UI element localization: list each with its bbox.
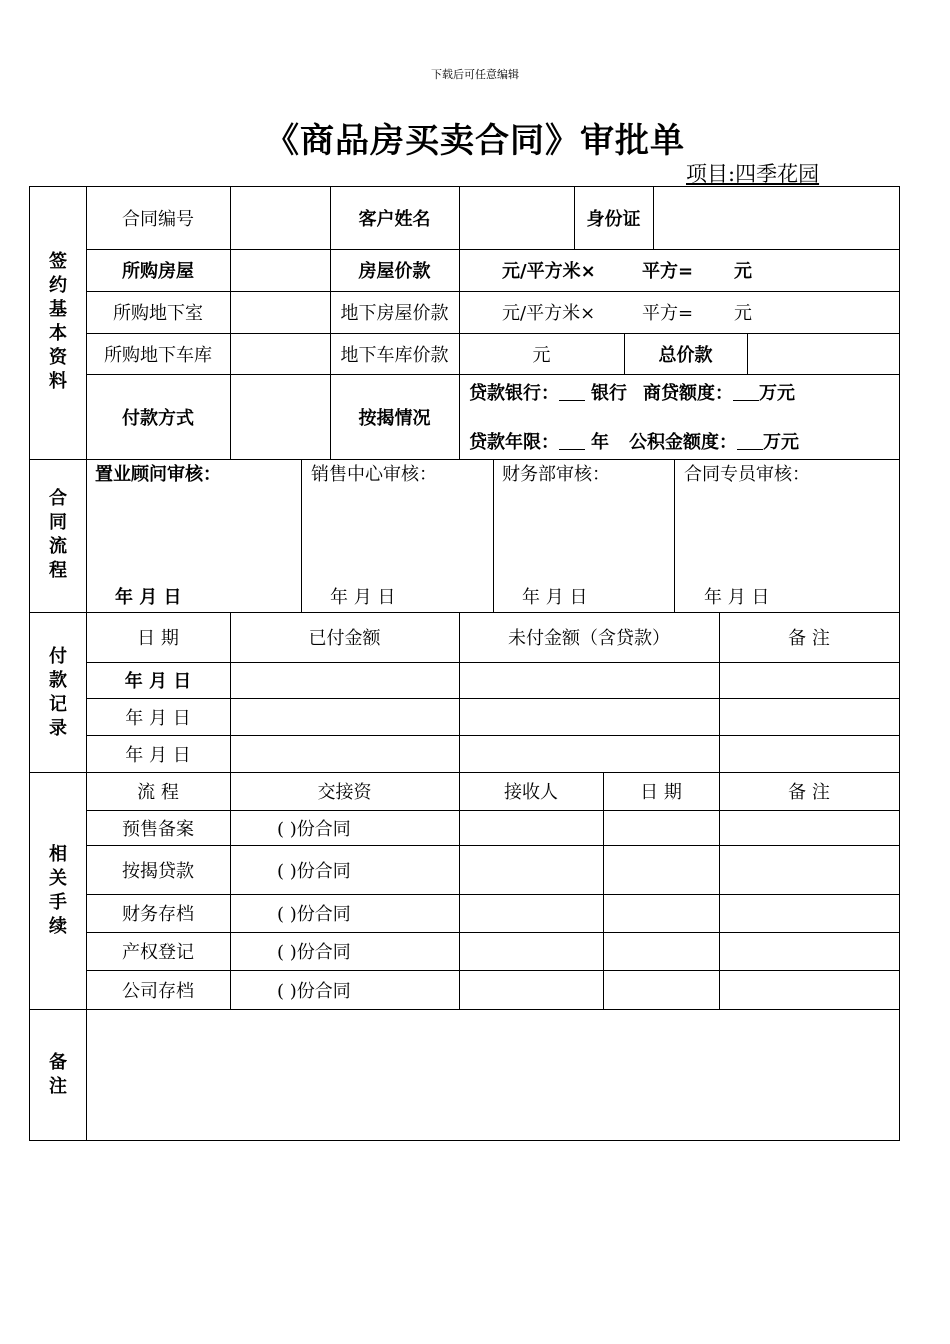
payment-header-date: 日 期 [137,628,179,649]
finance-review-label: 财务部审核： [502,464,610,485]
procedure-row-name: 财务存档 [122,904,194,925]
loan-term-blank[interactable] [559,433,585,450]
consultant-review-date: 年 月 日 [115,587,182,608]
house-price-area: 平方= [642,261,694,282]
id-card-label: 身份证 [586,208,641,230]
basement-price-total: 元 [734,303,752,324]
procedure-row-copies: ( )份合同 [277,980,351,1002]
sales-center-review-date: 年 月 日 [330,587,396,608]
fund-loan-blank[interactable] [737,433,763,450]
garage-price-yuan: 元 [532,344,551,366]
procedure-row-copies: ( )份合同 [277,818,351,840]
header-note: 下载后可任意编辑 [431,68,519,81]
remarks-field[interactable] [87,1010,899,1140]
house-price-label: 房屋价款 [358,261,431,282]
basement-field[interactable] [231,292,330,333]
procedure-row-name: 预售备案 [122,818,194,840]
section-label-procedures: 相关手续 [49,844,67,937]
loan-bank-line [469,379,795,405]
customer-name-label: 客户姓名 [358,208,431,230]
procedure-row-name: 按揭贷款 [122,860,194,882]
house-price-total: 元 [734,261,752,282]
basement-price-area: 平方= [642,303,694,324]
mortgage-label: 按揭情况 [358,407,431,429]
procedure-header-handover: 交接资 [317,782,372,803]
loan-term-unit: 年 [591,432,609,453]
section-label-remarks: 备注 [49,1052,67,1097]
consultant-review-label: 置业顾问审核： [95,464,221,485]
garage-field[interactable] [231,334,330,374]
payment-row-date: 年 月 日 [125,707,191,729]
procedure-row-name: 产权登记 [122,942,194,963]
project-label: 项目:四季花园 [686,162,820,186]
procedure-header-flow: 流 程 [137,782,179,803]
basement-price-label: 地下房屋价款 [340,303,449,324]
house-price-unit: 元/平方米× [502,261,596,282]
loan-bank-label: 贷款银行： [469,383,559,404]
section-label-contract-flow: 合同流程 [49,488,67,581]
customer-name-field[interactable] [460,187,574,249]
commercial-loan-unit: 万元 [759,383,795,404]
procedure-header-receiver: 接收人 [504,782,558,803]
procedure-row-copies: ( )份合同 [277,942,351,963]
payment-row-date: 年 月 日 [124,671,192,692]
fund-loan-unit: 万元 [763,432,799,453]
commercial-loan-blank[interactable] [733,384,759,401]
loan-bank-blank[interactable] [559,384,585,401]
total-price-field[interactable] [748,334,899,374]
payment-header-remarks: 备 注 [788,628,830,649]
house-field[interactable] [231,250,330,291]
page-title: 《商品房买卖合同》审批单 [265,121,685,161]
procedure-header-remarks: 备 注 [788,782,830,803]
fund-loan-label: 公积金额度： [629,432,737,453]
procedure-row-copies: ( )份合同 [277,904,351,925]
garage-label: 所购地下车库 [104,344,212,366]
loan-term-label: 贷款年限： [469,432,559,453]
total-price-label: 总价款 [658,344,713,366]
commercial-loan-label: 商贷额度： [643,383,733,404]
section-label-signing-info: 签约基本资料 [49,251,67,392]
basement-label: 所购地下室 [113,303,203,324]
section-label-payment-record: 付款记录 [49,646,67,739]
id-card-field[interactable] [654,187,899,249]
payment-method-label: 付款方式 [122,407,194,429]
garage-price-label: 地下车库价款 [340,344,449,366]
contract-officer-review-date: 年 月 日 [704,587,770,608]
procedure-row-name: 公司存档 [122,980,194,1002]
house-label: 所购房屋 [122,261,194,282]
procedure-row-copies: ( )份合同 [277,860,351,882]
procedure-header-date: 日 期 [640,782,682,803]
sales-center-review-label: 销售中心审核： [311,464,437,485]
payment-method-field[interactable] [231,375,330,459]
payment-header-unpaid: 未付金额（含贷款） [508,628,670,649]
payment-header-paid: 已付金额 [308,628,381,649]
loan-bank-suffix: 银行 [591,383,627,404]
contract-no-label: 合同编号 [122,208,194,230]
contract-officer-review-label: 合同专员审核： [684,464,810,485]
basement-price-unit: 元/平方米× [502,303,596,324]
loan-term-line [469,428,799,454]
contract-no-field[interactable] [231,187,330,249]
finance-review-date: 年 月 日 [522,587,588,608]
payment-row-date: 年 月 日 [125,744,191,766]
